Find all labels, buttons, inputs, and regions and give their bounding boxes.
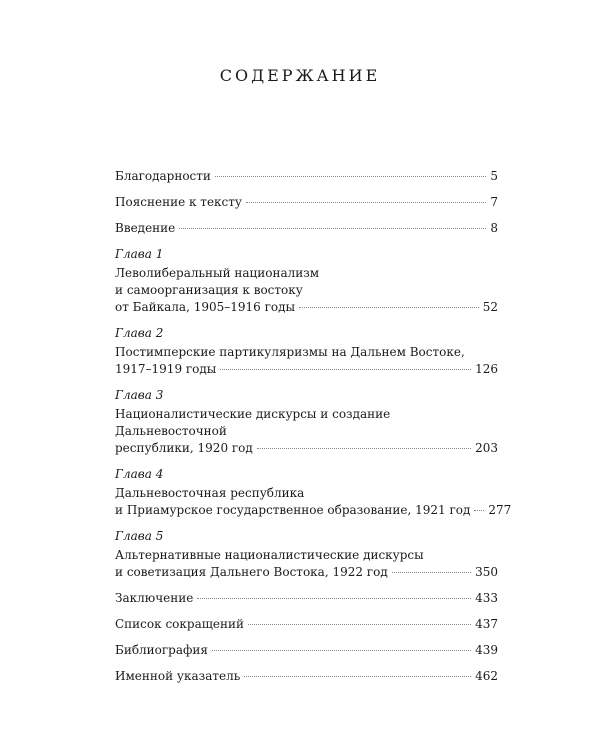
toc-page-number: 350	[475, 565, 498, 579]
leader-dots	[220, 369, 471, 370]
toc-entry-title: Именной указатель	[115, 669, 241, 683]
toc-entry-title: Библиография	[115, 643, 208, 657]
leader-dots	[392, 572, 471, 573]
toc-page-number: 126	[475, 362, 498, 376]
chapter-title-line: республики, 1920 год	[115, 441, 253, 455]
toc-entry-name-index[interactable]	[115, 668, 498, 685]
toc-chapter-4[interactable]	[115, 466, 512, 519]
toc-page-number: 439	[475, 643, 498, 657]
toc-entry-introduction[interactable]	[115, 220, 498, 237]
chapter-title-line: 1917–1919 годы	[115, 362, 217, 376]
chapter-title-line: и советизация Дальнего Востока, 1922 год	[115, 565, 388, 579]
toc-chapter-2[interactable]	[115, 325, 498, 378]
chapter-title-line: Постимперские партикуляризмы на Дальнем Востоке,	[115, 345, 465, 359]
chapter-title-line: Дальневосточная республика	[115, 486, 305, 500]
chapter-label: Глава 4	[115, 467, 164, 481]
toc-chapter-3[interactable]	[115, 387, 498, 457]
chapter-title-line: Националистические дискурсы и создание Дальневосточной	[115, 407, 391, 438]
toc-entry-abbreviations[interactable]	[115, 616, 498, 633]
toc-entry-acknowledgements[interactable]	[115, 168, 498, 185]
toc-entry-conclusion[interactable]	[115, 590, 498, 607]
leader-dots	[179, 228, 486, 229]
chapter-label: Глава 2	[115, 326, 164, 340]
leader-dots	[212, 650, 471, 651]
toc-chapter-1[interactable]	[115, 246, 498, 316]
leader-dots	[215, 176, 486, 177]
chapter-title-line: Альтернативные националистические дискурсы	[115, 548, 424, 562]
leader-dots	[197, 598, 471, 599]
toc-entry-title: Пояснение к тексту	[115, 195, 242, 209]
toc-entry-title: Введение	[115, 221, 176, 235]
toc-page-number: 277	[488, 503, 512, 517]
toc-entry-text-note[interactable]	[115, 194, 498, 211]
toc-entry-title: Благодарности	[115, 169, 211, 183]
leader-dots	[257, 448, 471, 449]
chapter-label: Глава 5	[115, 529, 164, 543]
chapter-title-line: и Приамурское государственное образование, 1921 год	[115, 503, 471, 517]
chapter-title-line: от Байкала, 1905–1916 годы	[115, 300, 296, 314]
table-of-contents	[115, 168, 512, 694]
leader-dots	[299, 307, 479, 308]
toc-page-number: 7	[490, 195, 498, 209]
leader-dots	[244, 676, 471, 677]
toc-page-number: 5	[490, 169, 498, 183]
chapter-label: Глава 1	[115, 247, 164, 261]
toc-page-number: 462	[475, 669, 498, 683]
toc-chapter-5[interactable]	[115, 528, 498, 581]
chapter-title-line: и самоорганизация к востоку	[115, 283, 303, 297]
toc-page-number: 433	[475, 591, 498, 605]
toc-entry-title: Заключение	[115, 591, 194, 605]
chapter-label: Глава 3	[115, 388, 164, 402]
chapter-title-line: Леволиберальный национализм	[115, 266, 320, 280]
toc-page-number: 52	[482, 300, 498, 314]
leader-dots	[246, 202, 486, 203]
toc-entry-bibliography[interactable]	[115, 642, 498, 659]
leader-dots	[474, 510, 484, 511]
toc-page-number: 8	[490, 221, 498, 235]
toc-entry-title: Список сокращений	[115, 617, 244, 631]
toc-page-number: 437	[475, 617, 498, 631]
leader-dots	[248, 624, 471, 625]
toc-page-number: 203	[475, 441, 498, 455]
page-title: СОДЕРЖАНИЕ	[219, 66, 381, 85]
